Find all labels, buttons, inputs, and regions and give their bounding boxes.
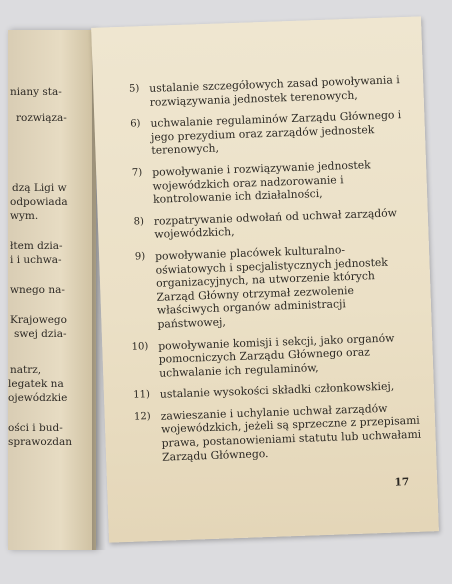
statute-list [119, 73, 422, 473]
left-page-fragment: odpowiada [10, 196, 68, 208]
left-page-fragment: Krajowego [10, 314, 67, 326]
left-page-fragment: sprawozdan [8, 436, 72, 448]
item-text: ustalanie szczegółowych zasad powoływania i rozwiązywania jednostek terenowych, [149, 73, 400, 109]
item-number: 11) [133, 389, 151, 401]
item-text: powoływanie i rozwiązywanie jednostek wojewódzkich oraz nadzorowanie i kontrolowanie ich działalności, [151, 158, 371, 207]
item-number: 12) [133, 410, 151, 423]
left-page-fragment: niany sta- [10, 86, 62, 98]
item-text: rozpatrywanie odwołań od uchwał zarządów wojewódzkich, [153, 206, 398, 242]
left-page-fragment: wym. [10, 210, 39, 222]
item-number: 6) [130, 118, 141, 130]
left-page-fragment: i i uchwa- [10, 254, 62, 266]
left-page-fragment: ości i bud- [8, 422, 63, 434]
item-text: powoływanie placówek kulturalno-oświatowych i specjalistycznych jednostek organizacyjnych, na utworzenie których Zarząd Główny otrzymał zezwolenie właściwych organów administracji państwowej, [154, 243, 389, 331]
left-page-fragment: wnego na- [10, 284, 65, 296]
list-item [128, 330, 419, 381]
left-page-fragment: rozwiąza- [16, 112, 67, 124]
left-page-fragment: natrz, [10, 364, 42, 376]
item-text: zawieszanie i uchylanie uchwał zarządów wojewódzkich, jeżeli są sprzeczne z przepisami prawa, postanowieniami statutu lub uchwałami Zarządu Głównego. [160, 401, 422, 464]
item-text: uchwalanie regulaminów Zarządu Głównego i jego prezydium oraz zarządów jednostek terenowych, [150, 108, 402, 158]
list-item [125, 241, 418, 333]
item-number: 5) [128, 83, 140, 95]
list-item [120, 108, 411, 159]
left-page-fragment: swej dzia- [14, 328, 67, 340]
item-number: 9) [134, 251, 146, 263]
list-item [119, 73, 410, 110]
item-text: ustalanie wysokości składki członkowskiej, [159, 379, 395, 402]
left-page [8, 30, 96, 550]
item-number: 10) [131, 340, 149, 353]
left-page-fragment: dzą Ligi w [12, 182, 67, 194]
item-text: powoływanie komisji i sekcji, jako organów pomocniczych Zarządu Głównego oraz uchwalanie ich regulaminów, [158, 331, 395, 380]
page-number: 17 [394, 476, 410, 489]
list-item [130, 401, 422, 465]
list-item [122, 157, 413, 208]
list-item [130, 379, 420, 403]
right-page [91, 16, 439, 542]
list-item [124, 206, 415, 243]
left-page-fragment: legatek na [8, 378, 64, 390]
item-number: 7) [131, 167, 143, 179]
left-page-fragment: łtem dzia- [10, 240, 63, 252]
item-number: 8) [133, 215, 145, 228]
left-page-fragment: ojewódzkie [8, 392, 68, 404]
